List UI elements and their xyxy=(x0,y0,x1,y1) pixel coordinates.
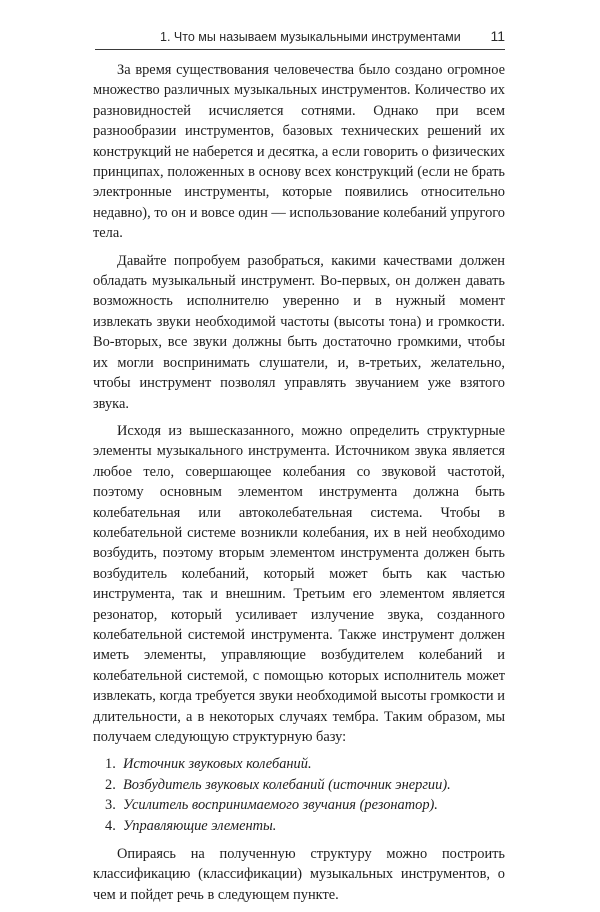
list-item xyxy=(105,795,505,815)
list-item xyxy=(105,816,505,836)
running-head xyxy=(160,26,505,48)
structure-list xyxy=(93,754,505,836)
paragraph-qualities: Давайте попробуем разобраться, какими качествами должен обладать музыкальный инструмент. Во-первых, он должен давать возможность исполнителю уверенно и в нужный момент извлекать звуки необходимой частоты (высоты тона) и громкости. Во-вторых, все звуки должны быть достаточно громкими, чтобы их могли воспринимать слушатели, и, в-третьих, желательно, чтобы инструмент позволял управлять звучанием уже взятого звука. xyxy=(93,252,505,412)
body-text xyxy=(93,60,505,912)
list-item-number: 2. xyxy=(105,776,116,793)
page-number: 11 xyxy=(490,28,505,44)
list-item-text: Возбудитель звуковых колебаний (источник энергии). xyxy=(123,776,451,793)
list-item-number: 4. xyxy=(105,817,116,834)
paragraph-structure: Исходя из вышесказанного, можно определить структурные элементы музыкального инструмента. Источником звука является любое тело, совершающее колебания со звуковой частотой, поэтому основным элементом инструмента должна быть колебательная или автоколебательная система. Чтобы в колебательной системе возникли колебания, их в ней необходимо возбудить, поэтому вторым элементом инструмента должен быть возбудитель колебаний, который может быть как частью инструмента, так и внешним. Третьим его элементом является резонатор, который усиливает излучение звука, созданного колебательной системой инструмента. Также инструмент должен иметь элементы, управляющие возбудителем колебаний и колебательной системой, с помощью которых исполнитель может извлекать, когда требуется звуки необходимой высоты громкости и длительности, а в некоторых случаях тембра. Таким образом, мы получаем следующую структурную базу: xyxy=(93,422,505,745)
list-item xyxy=(105,775,505,795)
list-item-number: 1. xyxy=(105,756,116,773)
header-rule xyxy=(95,49,505,50)
list-item-number: 3. xyxy=(105,797,116,814)
paragraph-closing: Опираясь на полученную структуру можно построить классификацию (классификации) музыкальных инструментов, о чем и пойдет речь в следующем пункте. xyxy=(93,846,505,903)
chapter-title: 1. Что мы называем музыкальными инструментами xyxy=(160,30,461,44)
list-item xyxy=(105,754,505,774)
paragraph-intro: За время существования человечества было создано огромное множество различных музыкальных инструментов. Количество их разновидностей исчисляется сотнями. Однако при всем разнообразии инструментов, базовых технических решений их конструкций не наберется и десятка, а если говорить о физических принципах, положенных в основу всех конструкций (если не брать электронные инструменты, которые появились относительно недавно), то он и вовсе один — использование колебаний упругого тела. xyxy=(93,62,505,242)
list-item-text: Управляющие элементы. xyxy=(123,817,277,834)
list-item-text: Усилитель воспринимаемого звучания (резонатор). xyxy=(123,797,438,814)
list-item-text: Источник звуковых колебаний. xyxy=(123,756,312,773)
